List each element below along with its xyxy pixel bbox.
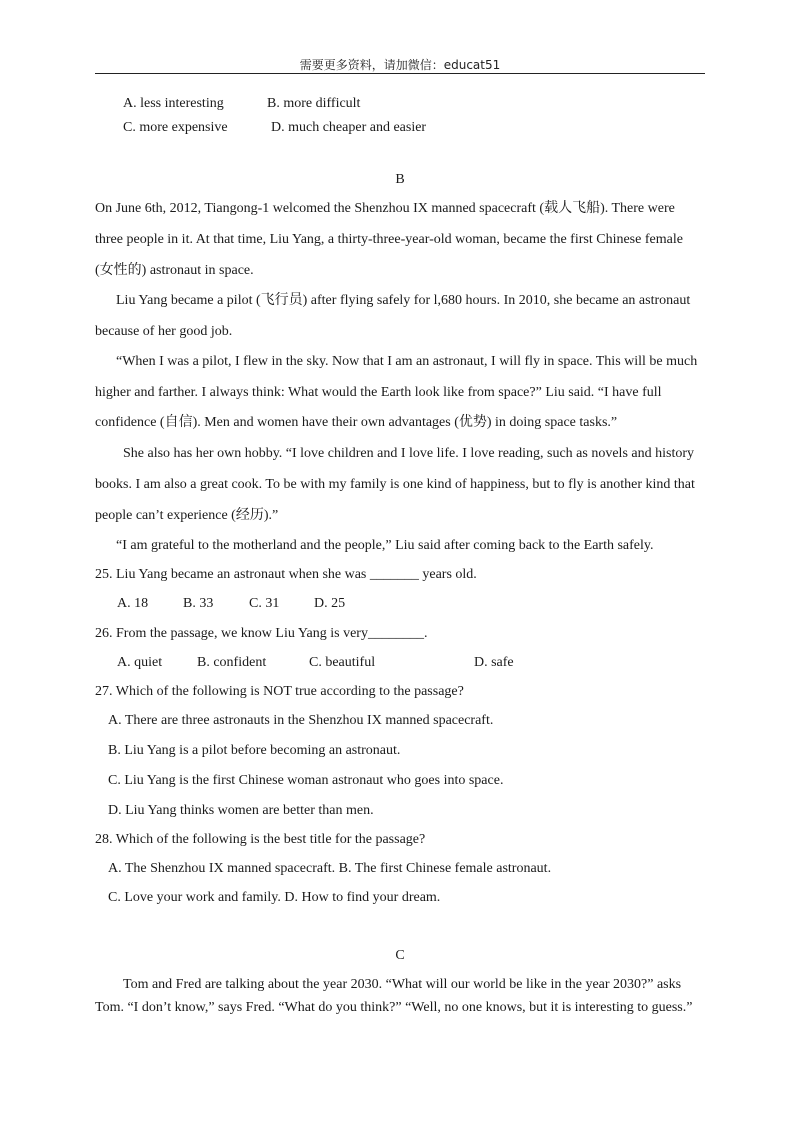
q27-option-b: B. Liu Yang is a pilot before becoming an astronaut.: [108, 743, 401, 758]
question-stem: 25. Liu Yang became an astronaut when she was _______ years old.: [95, 567, 477, 582]
passage-line: people can’t experience (经历).”: [95, 508, 279, 523]
q28-options-cd: C. Love your work and family. D. How to find your dream.: [108, 890, 441, 905]
passage-line: Liu Yang became a pilot (飞行员) after flying safely for l,680 hours. In 2010, she became an astronaut: [116, 293, 691, 308]
passage-line: “I am grateful to the motherland and the people,” Liu said after coming back to the Earth safely.: [116, 538, 654, 553]
page-header: 需要更多资料，请加微信：educat51: [299, 58, 501, 72]
q28-options-ab: A. The Shenzhou IX manned spacecraft. B. The first Chinese female astronaut.: [108, 861, 552, 876]
q26-option-b: B. confident: [197, 655, 267, 670]
q25-option-d: D. 25: [314, 596, 346, 611]
option-d: D. much cheaper and easier: [271, 120, 427, 135]
passage-line: confidence (自信). Men and women have their own advantages (优势) in doing space tasks.”: [95, 415, 618, 430]
passage-line: because of her good job.: [95, 324, 233, 339]
passage-line: On June 6th, 2012, Tiangong-1 welcomed the Shenzhou IX manned spacecraft (载人飞船). There were: [95, 201, 675, 216]
q27-option-c: C. Liu Yang is the first Chinese woman astronaut who goes into space.: [108, 773, 504, 788]
question-stem: 26. From the passage, we know Liu Yang is very________.: [95, 626, 428, 641]
option-a: A. less interesting: [123, 96, 224, 111]
passage-line: She also has her own hobby. “I love children and I love life. I love reading, such as novels and history: [123, 446, 694, 461]
section-heading-c: C: [395, 948, 405, 963]
passage-line: Tom and Fred are talking about the year 2030. “What will our world be like in the year 2030?” asks: [123, 977, 682, 992]
q25-option-b: B. 33: [183, 596, 214, 611]
section-heading-b: B: [395, 172, 405, 187]
q26-option-a: A. quiet: [117, 655, 163, 670]
question-stem: 27. Which of the following is NOT true according to the passage?: [95, 684, 464, 699]
q26-option-c: C. beautiful: [309, 655, 376, 670]
question-stem: 28. Which of the following is the best title for the passage?: [95, 832, 426, 847]
q26-option-d: D. safe: [474, 655, 514, 670]
passage-line: (女性的) astronaut in space.: [95, 263, 254, 278]
passage-line: three people in it. At that time, Liu Yang, a thirty-three-year-old woman, became the first Chinese female: [95, 232, 683, 247]
passage-line: books. I am also a great cook. To be with my family is one kind of happiness, but to fly is another kind that: [95, 477, 695, 492]
passage-line: Tom. “I don’t know,” says Fred. “What do you think?” “Well, no one knows, but it is interesting to guess.”: [95, 1000, 693, 1015]
option-c: C. more expensive: [123, 120, 228, 135]
passage-line: “When I was a pilot, I flew in the sky. Now that I am an astronaut, I will fly in space. This will be much: [116, 354, 698, 369]
q27-option-d: D. Liu Yang thinks women are better than men.: [108, 803, 374, 818]
q27-option-a: A. There are three astronauts in the Shenzhou IX manned spacecraft.: [108, 713, 494, 728]
passage-line: higher and farther. I always think: What would the Earth look like from space?” Liu said. “I have full: [95, 385, 662, 400]
q25-option-a: A. 18: [117, 596, 149, 611]
q25-option-c: C. 31: [249, 596, 280, 611]
header-rule: [95, 73, 705, 74]
option-b: B. more difficult: [267, 96, 361, 111]
